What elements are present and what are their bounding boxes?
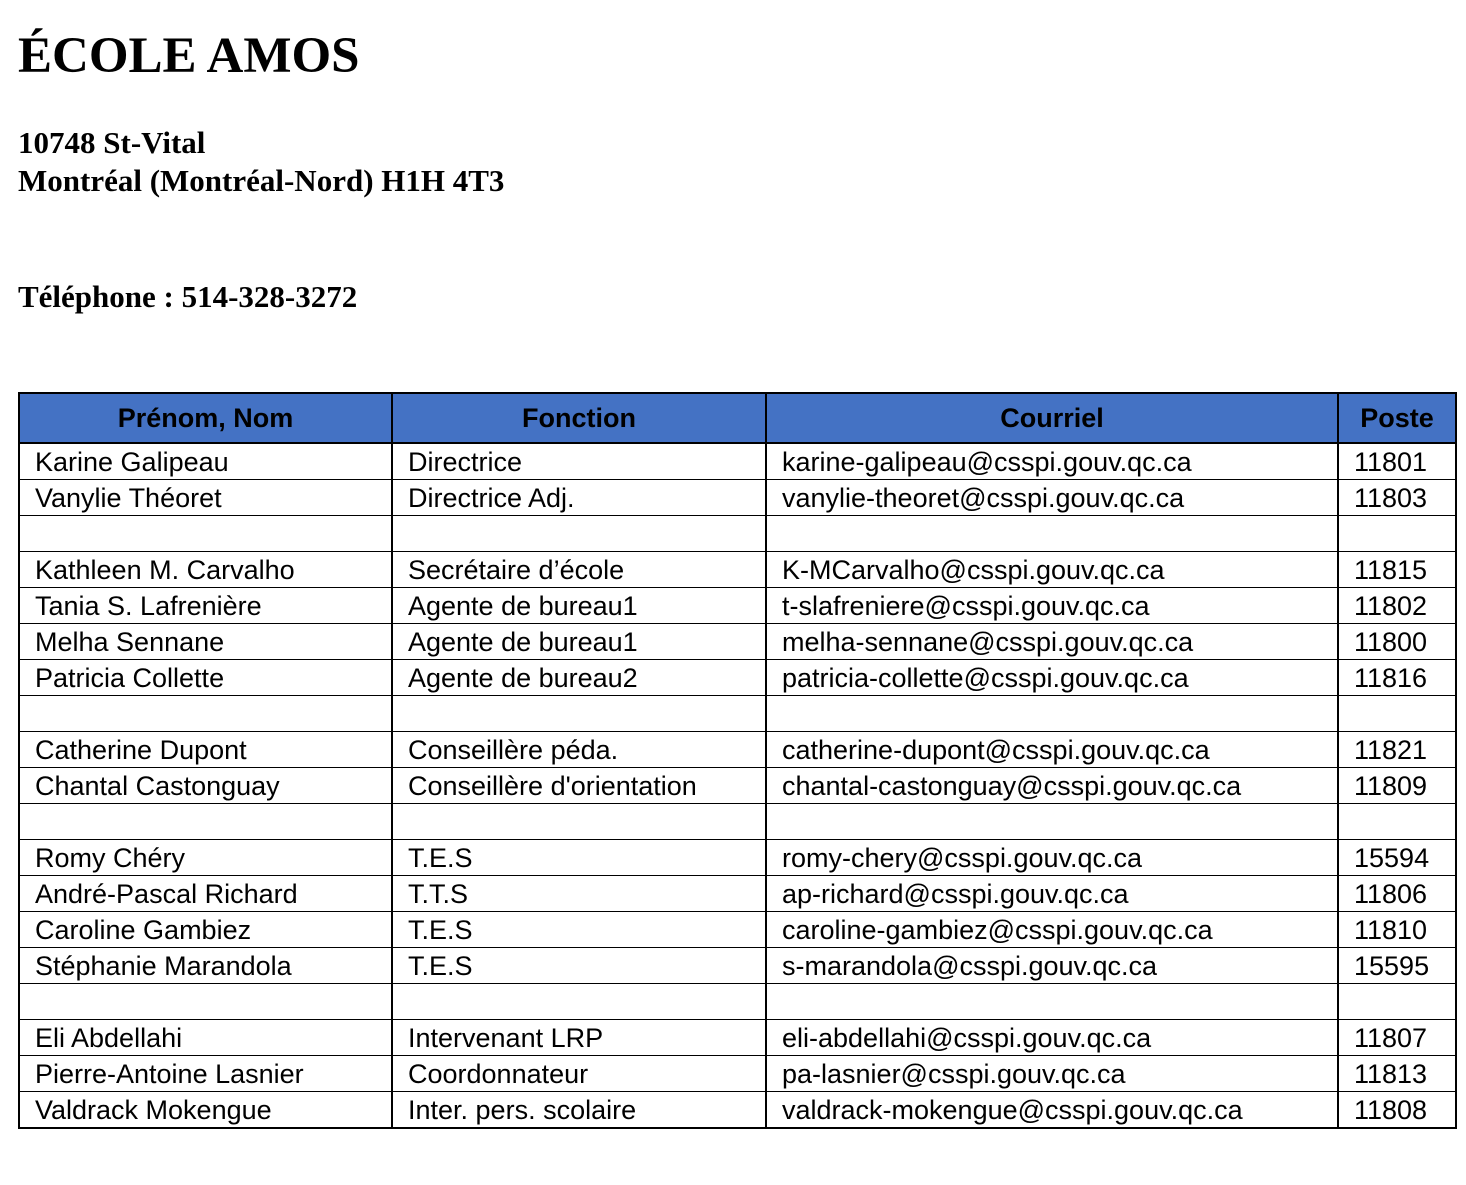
table-row-spacer xyxy=(19,696,1456,732)
table-row xyxy=(19,443,1456,480)
cell-function: Secrétaire d’école xyxy=(392,552,766,588)
cell-email: eli-abdellahi@csspi.gouv.qc.ca xyxy=(766,1020,1338,1056)
cell-extension: 15595 xyxy=(1338,948,1456,984)
cell-extension: 11807 xyxy=(1338,1020,1456,1056)
table-row xyxy=(19,1020,1456,1056)
cell-email: vanylie-theoret@csspi.gouv.qc.ca xyxy=(766,480,1338,516)
staff-directory-table xyxy=(18,392,1457,1129)
cell-extension: 11806 xyxy=(1338,876,1456,912)
cell-email xyxy=(766,696,1338,732)
cell-email: t-slafreniere@csspi.gouv.qc.ca xyxy=(766,588,1338,624)
cell-email: pa-lasnier@csspi.gouv.qc.ca xyxy=(766,1056,1338,1092)
cell-function: Agente de bureau1 xyxy=(392,588,766,624)
column-header-email: Courriel xyxy=(766,393,1338,443)
cell-function: Directrice Adj. xyxy=(392,480,766,516)
cell-function xyxy=(392,516,766,552)
cell-extension: 11815 xyxy=(1338,552,1456,588)
table-row xyxy=(19,660,1456,696)
cell-name: Pierre-Antoine Lasnier xyxy=(19,1056,392,1092)
column-header-extension: Poste xyxy=(1338,393,1456,443)
cell-function: T.T.S xyxy=(392,876,766,912)
cell-name: Tania S. Lafrenière xyxy=(19,588,392,624)
cell-extension: 11800 xyxy=(1338,624,1456,660)
phone-number: Téléphone : 514-328-3272 xyxy=(18,279,358,314)
cell-name: Caroline Gambiez xyxy=(19,912,392,948)
address-street: 10748 St-Vital xyxy=(18,125,206,160)
table-header-row xyxy=(19,393,1456,443)
cell-name xyxy=(19,516,392,552)
table-row-spacer xyxy=(19,516,1456,552)
school-name: ÉCOLE AMOS xyxy=(18,28,360,84)
cell-extension: 11813 xyxy=(1338,1056,1456,1092)
table-row-spacer xyxy=(19,984,1456,1020)
table-row xyxy=(19,552,1456,588)
cell-extension: 11801 xyxy=(1338,443,1456,480)
cell-function: Conseillère d'orientation xyxy=(392,768,766,804)
cell-email xyxy=(766,984,1338,1020)
cell-name: Stéphanie Marandola xyxy=(19,948,392,984)
table-row xyxy=(19,1092,1456,1129)
cell-name xyxy=(19,984,392,1020)
cell-extension: 11821 xyxy=(1338,732,1456,768)
table-row xyxy=(19,768,1456,804)
cell-name: Melha Sennane xyxy=(19,624,392,660)
cell-extension: 11810 xyxy=(1338,912,1456,948)
cell-extension: 11802 xyxy=(1338,588,1456,624)
table-row xyxy=(19,624,1456,660)
cell-name: Karine Galipeau xyxy=(19,443,392,480)
cell-name: Romy Chéry xyxy=(19,840,392,876)
cell-email xyxy=(766,516,1338,552)
cell-name: Catherine Dupont xyxy=(19,732,392,768)
cell-extension: 15594 xyxy=(1338,840,1456,876)
cell-extension: 11816 xyxy=(1338,660,1456,696)
table-row xyxy=(19,732,1456,768)
cell-function: Directrice xyxy=(392,443,766,480)
cell-function: Conseillère péda. xyxy=(392,732,766,768)
cell-email: valdrack-mokengue@csspi.gouv.qc.ca xyxy=(766,1092,1338,1129)
cell-function: Agente de bureau1 xyxy=(392,624,766,660)
cell-email: karine-galipeau@csspi.gouv.qc.ca xyxy=(766,443,1338,480)
cell-extension: 11808 xyxy=(1338,1092,1456,1129)
table-row xyxy=(19,480,1456,516)
cell-function: T.E.S xyxy=(392,948,766,984)
table-row xyxy=(19,588,1456,624)
cell-email: K-MCarvalho@csspi.gouv.qc.ca xyxy=(766,552,1338,588)
cell-email xyxy=(766,804,1338,840)
cell-name: Eli Abdellahi xyxy=(19,1020,392,1056)
table-row xyxy=(19,912,1456,948)
cell-name xyxy=(19,804,392,840)
table-row xyxy=(19,876,1456,912)
cell-extension: 11809 xyxy=(1338,768,1456,804)
cell-extension xyxy=(1338,804,1456,840)
cell-function: Agente de bureau2 xyxy=(392,660,766,696)
cell-function: Coordonnateur xyxy=(392,1056,766,1092)
cell-email: catherine-dupont@csspi.gouv.qc.ca xyxy=(766,732,1338,768)
cell-email: caroline-gambiez@csspi.gouv.qc.ca xyxy=(766,912,1338,948)
cell-name: Valdrack Mokengue xyxy=(19,1092,392,1129)
cell-name: Chantal Castonguay xyxy=(19,768,392,804)
cell-function: Inter. pers. scolaire xyxy=(392,1092,766,1129)
table-row xyxy=(19,1056,1456,1092)
cell-extension xyxy=(1338,696,1456,732)
address-city: Montréal (Montréal-Nord) H1H 4T3 xyxy=(18,163,505,198)
table-row xyxy=(19,840,1456,876)
cell-function: T.E.S xyxy=(392,912,766,948)
cell-email: s-marandola@csspi.gouv.qc.ca xyxy=(766,948,1338,984)
cell-function xyxy=(392,804,766,840)
cell-extension xyxy=(1338,516,1456,552)
cell-email: patricia-collette@csspi.gouv.qc.ca xyxy=(766,660,1338,696)
cell-name: Vanylie Théoret xyxy=(19,480,392,516)
cell-name: André-Pascal Richard xyxy=(19,876,392,912)
cell-function xyxy=(392,984,766,1020)
table-row xyxy=(19,948,1456,984)
cell-function: Intervenant LRP xyxy=(392,1020,766,1056)
cell-name: Patricia Collette xyxy=(19,660,392,696)
cell-extension: 11803 xyxy=(1338,480,1456,516)
cell-email: chantal-castonguay@csspi.gouv.qc.ca xyxy=(766,768,1338,804)
table-row-spacer xyxy=(19,804,1456,840)
cell-name: Kathleen M. Carvalho xyxy=(19,552,392,588)
column-header-function: Fonction xyxy=(392,393,766,443)
cell-extension xyxy=(1338,984,1456,1020)
cell-email: melha-sennane@csspi.gouv.qc.ca xyxy=(766,624,1338,660)
cell-function: T.E.S xyxy=(392,840,766,876)
cell-email: ap-richard@csspi.gouv.qc.ca xyxy=(766,876,1338,912)
cell-email: romy-chery@csspi.gouv.qc.ca xyxy=(766,840,1338,876)
column-header-name: Prénom, Nom xyxy=(19,393,392,443)
cell-name xyxy=(19,696,392,732)
cell-function xyxy=(392,696,766,732)
